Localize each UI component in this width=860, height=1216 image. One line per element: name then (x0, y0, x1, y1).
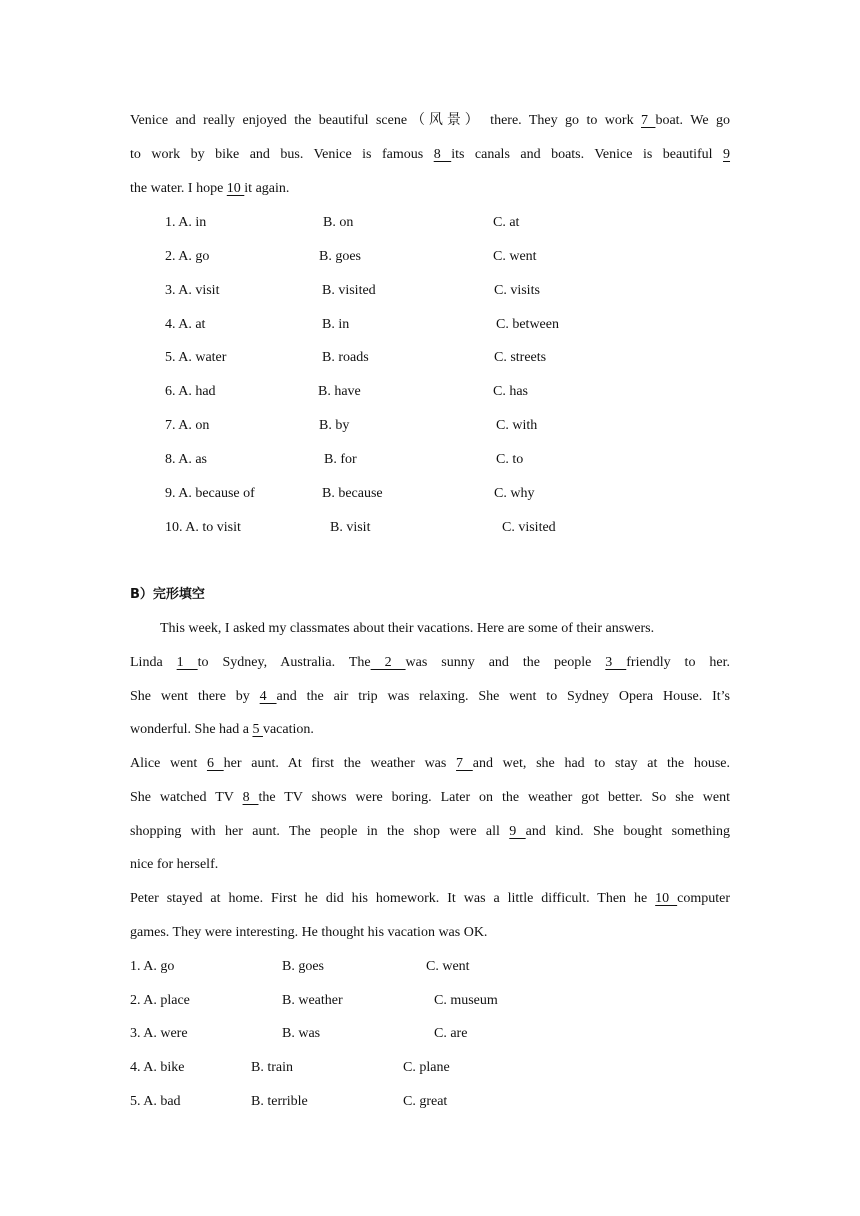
text-run: Peter stayed at home. First he did his homework. It was a little difficult. Then he (130, 891, 656, 906)
text-run: Alice went (130, 756, 207, 771)
text-run: boat. We go (655, 113, 730, 128)
option-b: B. roads (322, 350, 369, 365)
passage-b-line-9 (130, 923, 487, 943)
blank-5: 5 (252, 722, 263, 737)
option-a: 3. A. visit (165, 283, 220, 298)
option-c: C. has (493, 384, 528, 399)
passage-a-line-1 (130, 111, 730, 131)
text-run: the water. I hope (130, 181, 227, 196)
option-a: 3. A. were (130, 1026, 188, 1041)
text-run: vacation. (262, 722, 314, 737)
text-run: She watched TV (130, 790, 243, 805)
option-a: 1. A. go (130, 959, 175, 974)
blank-10: 10 (655, 891, 678, 906)
text-run: games. They were interesting. He thought his vacation was OK. (130, 925, 488, 940)
option-c: C. visits (494, 283, 540, 298)
blank-9: 9 (723, 147, 731, 162)
option-c: C. with (496, 418, 538, 433)
passage-b-line-8 (130, 889, 730, 909)
passage-b-line-1 (130, 653, 730, 673)
text-run: wonderful. She had a (130, 722, 253, 737)
option-c: C. at (493, 215, 520, 230)
option-a: 4. A. at (165, 317, 206, 332)
option-a: 1. A. in (165, 215, 207, 230)
section-b-heading: B）完形填空 (130, 587, 205, 602)
option-c: C. streets (494, 350, 547, 365)
text-run: Venice and really enjoyed the beautiful scene（风景） there. They go to work (130, 113, 642, 128)
text-run: its canals and boats. Venice is beautiful (451, 147, 724, 162)
option-c: C. museum (434, 993, 498, 1008)
passage-b-line-6 (130, 822, 730, 842)
option-b: B. on (323, 215, 354, 230)
passage-b-line-5 (130, 788, 730, 808)
text-run: friendly to her. (626, 655, 731, 670)
option-b: B. visited (322, 283, 376, 298)
option-b: B. in (322, 317, 350, 332)
option-a: 7. A. on (165, 418, 210, 433)
option-b: B. weather (282, 993, 343, 1008)
passage-b-line-2 (130, 687, 730, 707)
option-b: B. train (251, 1060, 293, 1075)
option-a: 2. A. go (165, 249, 210, 264)
blank-10: 10 (226, 181, 245, 196)
passage-b-line-3 (130, 720, 314, 740)
option-c: C. great (403, 1094, 448, 1109)
blank-1: 1 (176, 655, 198, 670)
option-b: B. was (282, 1026, 321, 1041)
option-a: 5. A. water (165, 350, 227, 365)
option-c: C. visited (502, 520, 556, 535)
text-run: and wet, she had to stay at the house. (472, 756, 731, 771)
option-a: 8. A. as (165, 452, 207, 467)
text-run: to Sydney, Australia. The (197, 655, 371, 670)
text-run: shopping with her aunt. The people in the shop were all (130, 824, 510, 839)
option-c: C. to (496, 452, 524, 467)
text-run: nice for herself. (130, 857, 219, 872)
option-b: B. goes (282, 959, 324, 974)
option-a: 2. A. place (130, 993, 190, 1008)
text-run: the TV shows were boring. Later on the weather got better. So she went (258, 790, 731, 805)
text-run: her aunt. At first the weather was (223, 756, 457, 771)
option-a: 5. A. bad (130, 1094, 181, 1109)
option-c: C. why (494, 486, 535, 501)
blank-2: 2 (370, 655, 406, 670)
option-a: 4. A. bike (130, 1060, 185, 1075)
option-b: B. by (319, 418, 350, 433)
blank-7: 7 (456, 756, 473, 771)
option-a: 6. A. had (165, 384, 216, 399)
blank-9: 9 (509, 824, 526, 839)
blank-6: 6 (206, 756, 224, 771)
option-c: C. between (496, 317, 559, 332)
option-c: C. are (434, 1026, 468, 1041)
text-run: and kind. She bought something (525, 824, 730, 839)
text-run: She went there by (130, 689, 260, 704)
option-b: B. have (318, 384, 361, 399)
option-b: B. visit (330, 520, 371, 535)
option-a: 10. A. to visit (165, 520, 241, 535)
text-run: it again. (244, 181, 290, 196)
option-b: B. for (324, 452, 357, 467)
text-run: Linda (130, 655, 177, 670)
text-run: to work by bike and bus. Venice is famous (130, 147, 434, 162)
passage-a-line-2 (130, 145, 730, 165)
text-run: and the air trip was relaxing. She went to Sydney Opera House. It’s (276, 689, 731, 704)
option-b: B. because (322, 486, 383, 501)
passage-b-line-7 (130, 855, 218, 875)
text-run: was sunny and the people (405, 655, 606, 670)
option-c: C. plane (403, 1060, 450, 1075)
section-b-intro: This week, I asked my classmates about their vacations. Here are some of their answers. (160, 621, 655, 636)
text-run: computer (677, 891, 730, 906)
option-b: B. terrible (251, 1094, 308, 1109)
option-a: 9. A. because of (165, 486, 255, 501)
blank-3: 3 (605, 655, 627, 670)
blank-8: 8 (433, 147, 452, 162)
blank-7: 7 (641, 113, 656, 128)
option-c: C. went (426, 959, 470, 974)
option-b: B. goes (319, 249, 361, 264)
blank-4: 4 (259, 689, 277, 704)
blank-8: 8 (242, 790, 259, 805)
passage-b-line-4 (130, 754, 730, 774)
passage-a-line-3 (130, 179, 289, 199)
option-c: C. went (493, 249, 537, 264)
